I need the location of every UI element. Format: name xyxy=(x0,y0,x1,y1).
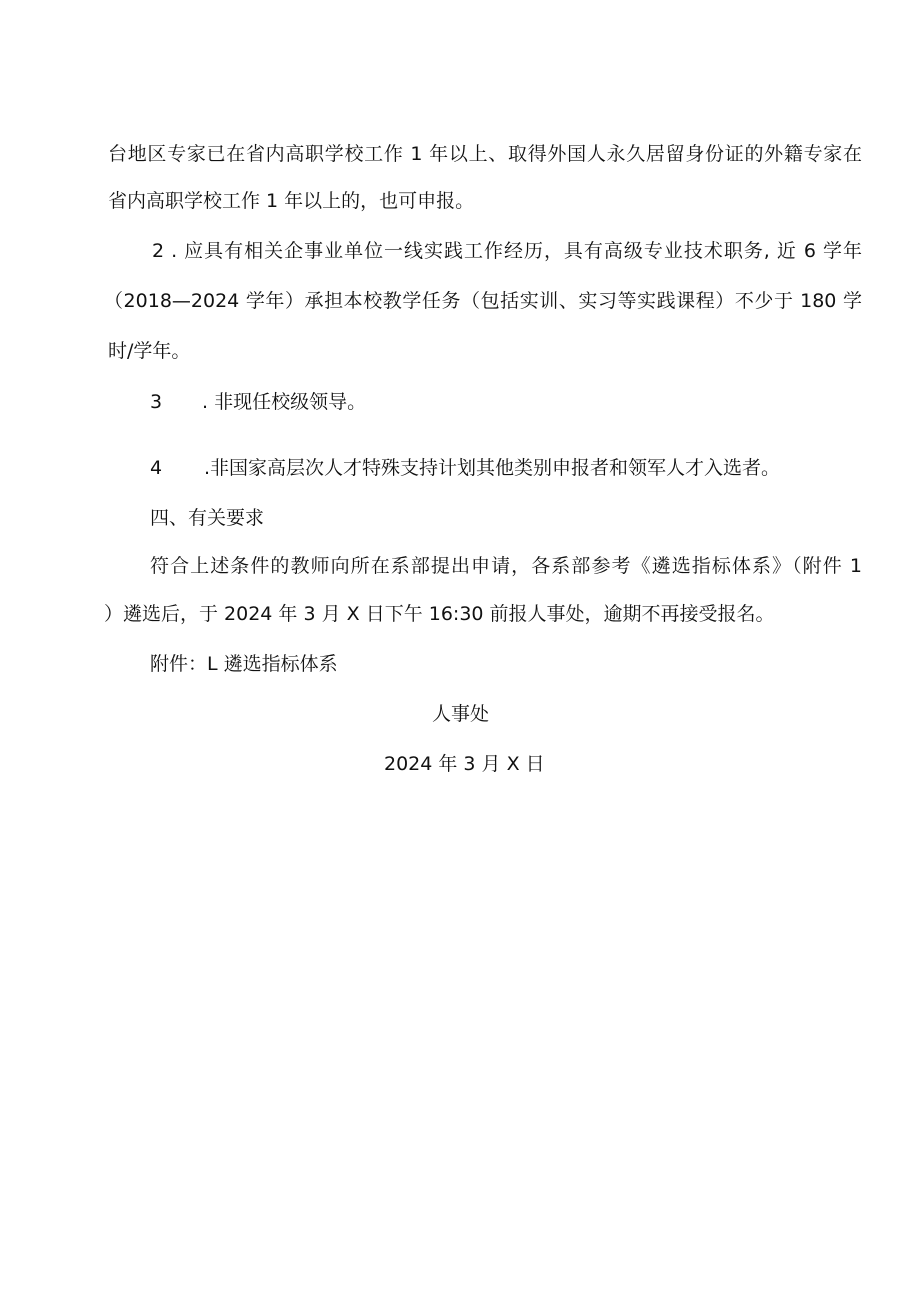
paragraph-continuation-line-1: 台地区专家已在省内高职学校工作 1 年以上、取得外国人永久居留身份证的外籍专家在 xyxy=(108,143,862,165)
item-3-number: 3 xyxy=(150,391,163,413)
paragraph-continuation-line-2: 省内高职学校工作 1 年以上的，也可申报。 xyxy=(108,190,475,212)
item-2-line-2: （2018—2024 学年）承担本校教学任务（包括实训、实习等实践课程）不少于 180 学 xyxy=(104,290,862,312)
item-4-text: .非国家高层次人才特殊支持计划其他类别申报者和领军人才入选者。 xyxy=(204,457,781,479)
item-3-text: . 非现任校级领导。 xyxy=(202,391,367,413)
section-4-heading: 四、有关要求 xyxy=(150,507,265,529)
item-4-number: 4 xyxy=(150,457,163,479)
item-2-line-1: 2 . 应具有相关企事业单位一线实践工作经历，具有高级专业技术职务, 近 6 学年 xyxy=(152,240,862,262)
attachment-line: 附件：L 遴选指标体系 xyxy=(150,653,338,675)
section-4-body-line-2: ）遴选后，于 2024 年 3 月 X 日下午 16:30 前报人事处，逾期不再接受报名。 xyxy=(104,603,775,625)
signature-date: 2024 年 3 月 X 日 xyxy=(384,753,545,775)
signature-department: 人事处 xyxy=(432,703,490,725)
section-4-body-line-1: 符合上述条件的教师向所在系部提出申请，各系部参考《遴选指标体系》（附件 1 xyxy=(150,555,862,577)
item-2-line-3: 时/学年。 xyxy=(108,340,191,362)
